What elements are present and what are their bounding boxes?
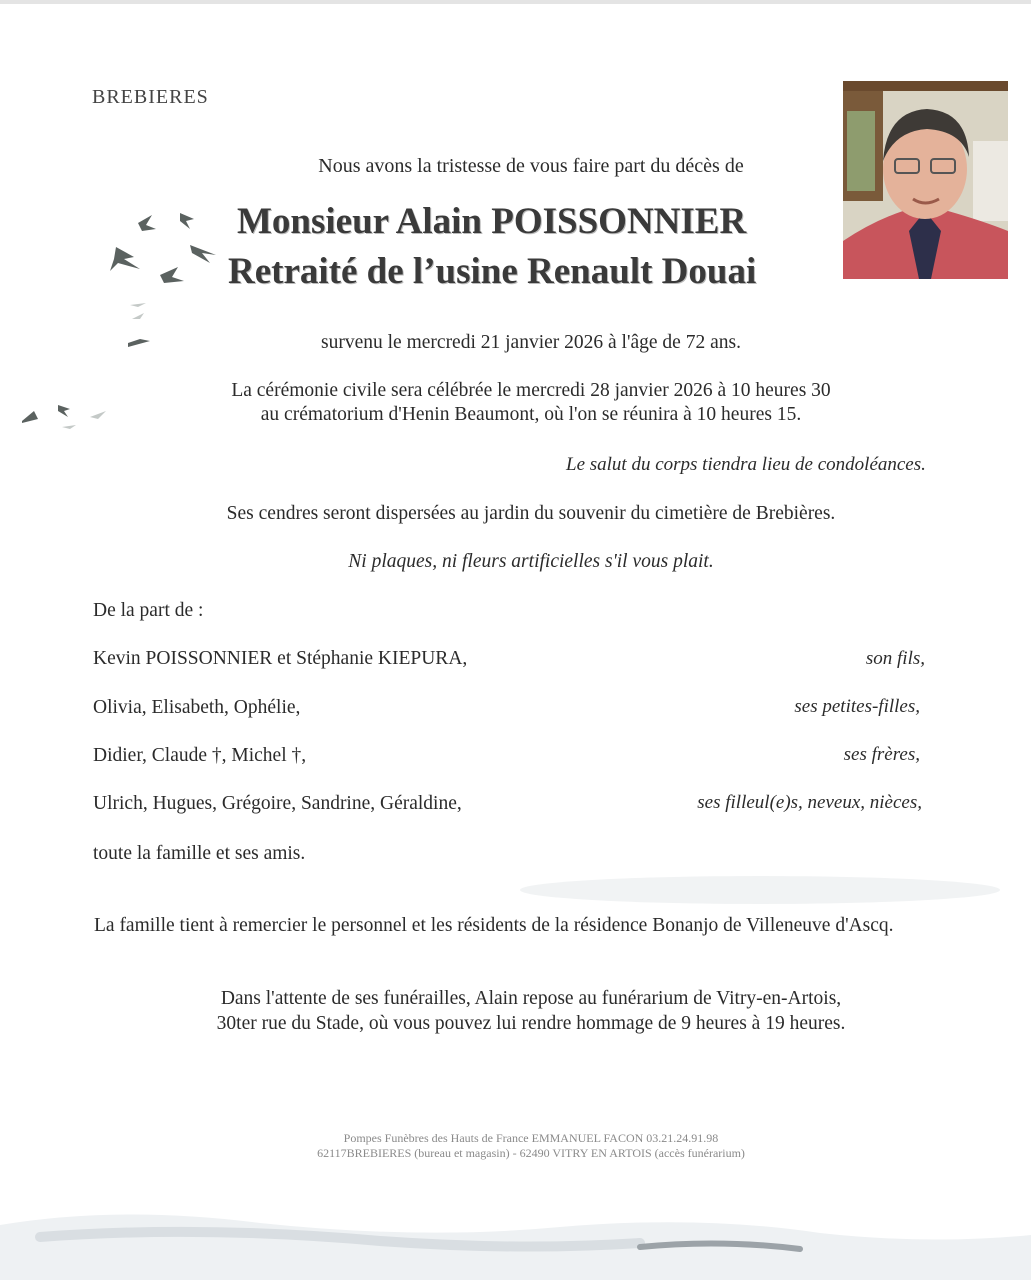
family-names: Olivia, Elisabeth, Ophélie,: [93, 697, 301, 718]
watermark-smudge: [500, 860, 1020, 920]
from-label: De la part de :: [93, 600, 204, 621]
family-relation: ses filleul(e)s, neveux, nièces,: [697, 792, 922, 813]
ceremony-line-2: au crématorium d'Henin Beaumont, où l'on se réunira à 10 heures 15.: [260, 404, 802, 425]
rest-line-1: Dans l'attente de ses funérailles, Alain repose au funérarium de Vitry-en-Artois,: [220, 988, 842, 1009]
salut-text: Le salut du corps tiendra lieu de condoléances.: [566, 454, 926, 475]
thanks-text: La famille tient à remercier le personnel et les résidents de la résidence Bonanjo de Villeneuve d'Ascq.: [94, 915, 894, 936]
intro-text: Nous avons la tristesse de vous faire part du décès de: [318, 155, 744, 177]
family-relation: ses petites-filles,: [794, 696, 920, 717]
deceased-title: Retraité de l’usine Renault Douai: [228, 251, 757, 292]
family-names: Didier, Claude †, Michel †,: [93, 745, 307, 766]
family-relation: ses frères,: [843, 744, 920, 765]
family-closing: toute la famille et ses amis.: [93, 843, 306, 864]
deceased-name: Monsieur Alain POISSONNIER: [237, 201, 747, 242]
city-name: BREBIERES: [92, 86, 209, 108]
no-flowers-text: Ni plaques, ni fleurs artificielles s'il vous plait.: [348, 551, 714, 572]
watercolor-wash: [0, 1185, 1031, 1280]
family-relation: son fils,: [865, 648, 925, 669]
ceremony-line-1: La cérémonie civile sera célébrée le mercredi 28 janvier 2026 à 10 heures 30: [231, 380, 831, 401]
family-names: Ulrich, Hugues, Grégoire, Sandrine, Géraldine,: [93, 793, 462, 814]
ashes-text: Ses cendres seront dispersées au jardin du souvenir du cimetière de Brebières.: [226, 503, 836, 524]
rest-line-2: 30ter rue du Stade, où vous pouvez lui rendre hommage de 9 heures à 19 heures.: [216, 1013, 846, 1034]
death-date-text: survenu le mercredi 21 janvier 2026 à l'âge de 72 ans.: [321, 332, 741, 353]
footer-line-2: 62117BREBIERES (bureau et magasin) - 62490 VITRY EN ARTOIS (accès funérarium): [317, 1146, 745, 1160]
family-names: Kevin POISSONNIER et Stéphanie KIEPURA,: [93, 648, 468, 669]
portrait-photo: [843, 81, 1008, 279]
footer-line-1: Pompes Funèbres des Hauts de France EMMANUEL FACON 03.21.24.91.98: [343, 1131, 719, 1145]
top-edge: [0, 0, 1031, 4]
